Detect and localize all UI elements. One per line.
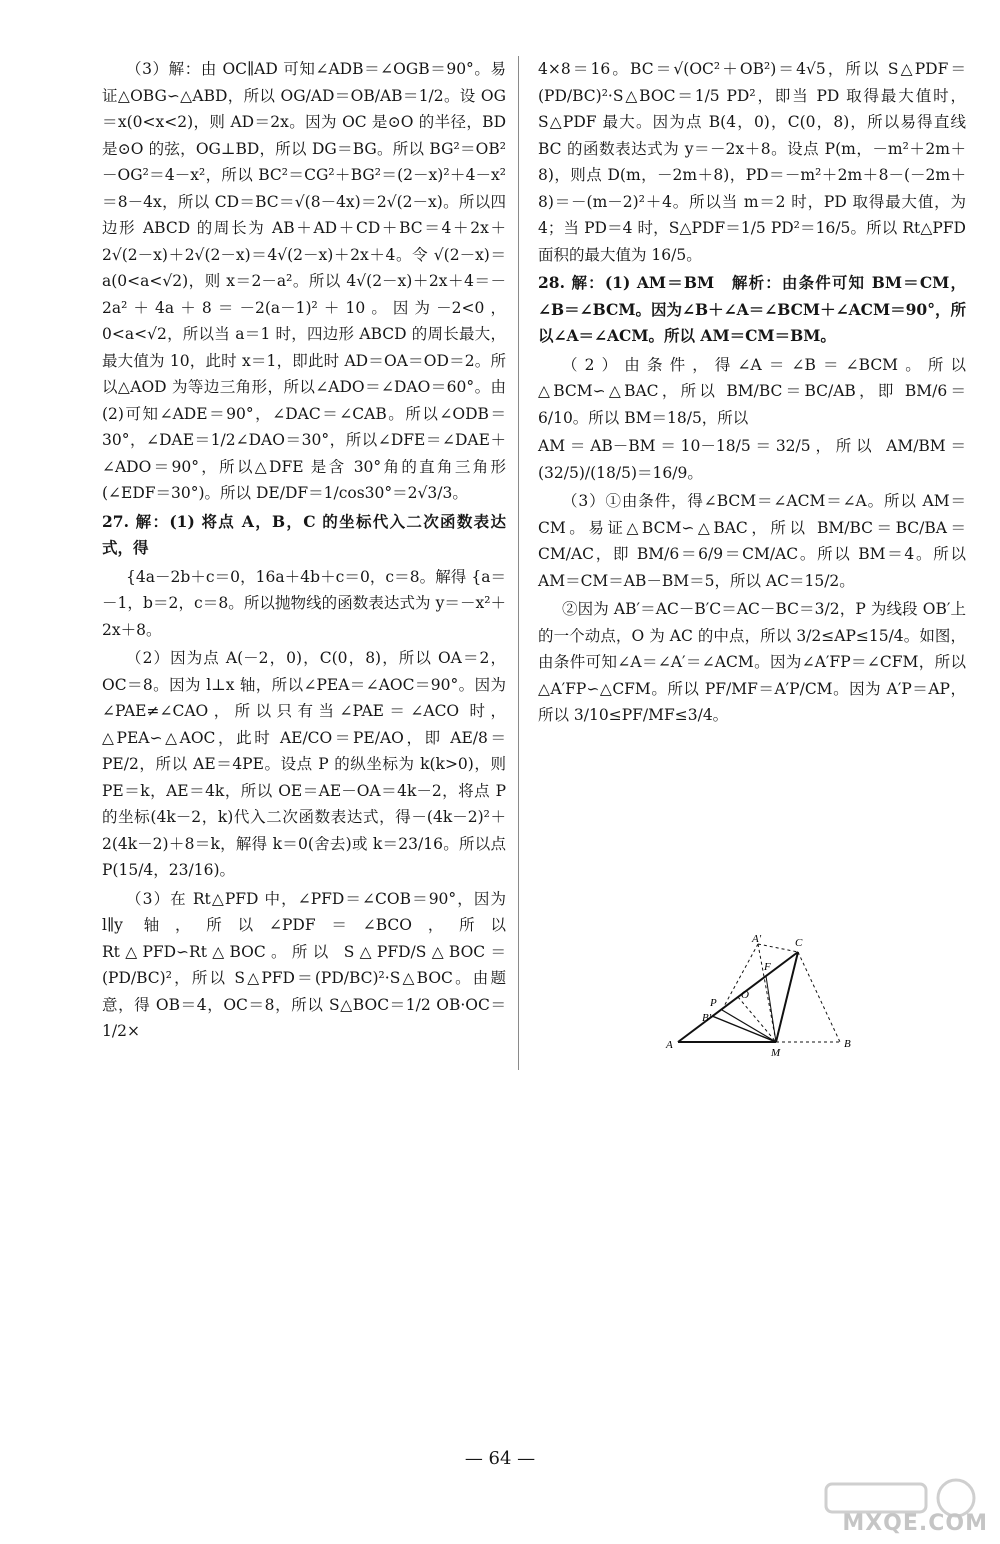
watermark-text: MXQE.COM [842, 1511, 988, 1536]
solution-28-part3-1: （3）①由条件，得∠BCM＝∠ACM＝∠A。所以 AM＝CM。易证△BCM∽△BAC，所以 BM/BC＝BC/BA＝CM/AC，即 BM/6＝6/9＝CM/AC。所以 BM＝4。所以 AM＝CM＝AB－BM＝5，所以 AC＝15/2。 [538, 492, 966, 590]
segment-AprimeP-dashed [722, 944, 758, 1010]
label-M: M [771, 1047, 781, 1059]
label-Bprime: B′ [702, 1012, 712, 1024]
right-column [538, 56, 966, 731]
label-C: C [795, 937, 803, 949]
segment-PM [722, 1010, 776, 1042]
label-F: F [764, 961, 771, 973]
page-number: — 64 — [464, 1448, 536, 1469]
label-A: A [666, 1039, 673, 1051]
label-B: B [844, 1038, 851, 1050]
solution-28-part2-result: AM＝AB－BM＝10－18/5＝32/5，所以 AM/BM＝(32/5)/(18/5)＝16/9。 [538, 437, 966, 482]
segment-AprimeM-dashed [758, 944, 776, 1042]
solution-28-part3-2: ②因为 AB′＝AC－B′C＝AC－BC＝3/2，P 为线段 OB′上的一个动点，O 为 AC 的中点，所以 3/2≤AP≤15/4。如图，由条件可知∠A＝∠A′＝∠ACM。因为∠A′FP＝∠CFM，所以△A′FP∽△CFM。所以 PF/MF＝A′P/CM。因为 A′P＝AP，所以 3/10≤PF/MF≤3/4。 [538, 600, 966, 724]
solution-27-part2: （2）因为点 A(－2，0)，C(0，8)，所以 OA＝2，OC＝8。因为 l⊥x 轴，所以∠PEA＝∠AOC＝90°。因为∠PAE≠∠CAO，所以只有当∠PAE＝∠ACO 时，△PEA∽△AOC，此时 AE/CO＝PE/AO，即 AE/8＝PE/2，所以 AE＝4PE。设点 P 的纵坐标为 k(k>0)，则 PE＝k，AE＝4k，所以 OE＝AE－OA＝4k－2，将点 P 的坐标(4k－2，k)代入二次函数表达式，得－(4k－2)²＋2(4k－2)＋8＝k，解得 k＝0(舍去)或 k＝23/16。所以点 P(15/4，23/16)。 [102, 649, 506, 879]
solution-26-part3: （3）解：由 OC∥AD 可知∠ADB＝∠OGB＝90°。易证△OBG∽△ABD，所以 OG/AD＝OB/AB＝1/2。设 OG＝x(0<x<2)，则 AD＝2x。因为 OC 是⊙O 的半径，BD 是⊙O 的弦，OG⊥BD，所以 DG＝BG。所以 BG²＝OB²－OG²＝4－x²，所以 BC²＝CG²＋BG²＝(2－x)²＋4－x²＝8－4x，所以 CD＝BC＝√(8－4x)＝2√(2－x)。所以四边形 ABCD 的周长为 AB＋AD＋CD＋BC＝4＋2x＋2√(2－x)＋2√(2－x)＝4√(2－x)＋2x＋4。令 √(2－x)＝a(0<a<√2)，则 x＝2－a²。所以 4√(2－x)＋2x＋4＝－2a²＋4a＋8＝－2(a－1)²＋10。因为－2<0，0<a<√2，所以当 a＝1 时，四边形 ABCD 的周长最大，最大值为 10，此时 x＝1，即此时 AD＝OA＝OD＝2。所以△AOD 为等边三角形，所以∠ADO＝∠DAO＝60°。由(2)可知∠ADE＝90°，∠DAC＝∠CAB。所以∠ODB＝30°，∠DAE＝1/2∠DAO＝30°，所以∠DFE＝∠DAE＋∠ADO＝90°，所以△DFE 是含 30°角的直角三角形(∠EDF＝30°)。所以 DE/DF＝1/cos30°＝2√3/3。 [102, 60, 506, 502]
label-O: O [741, 989, 749, 1001]
solution-27-part3-continued: 4×8＝16。BC＝√(OC²＋OB²)＝4√5，所以 S△PDF＝(PD/BC)²·S△BOC＝1/5 PD²，即当 PD 取得最大值时，S△PDF 最大。因为点 B(4，0)，C(0，8)，所以易得直线 BC 的函数表达式为 y＝－2x＋8。设点 P(m，－m²＋2m＋8)，则点 D(m，－2m＋8)，PD＝－m²＋2m＋8－(－2m＋8)＝－(m－2)²＋4。所以当 m＝2 时，PD 取得最大值，为 4；当 PD＝4 时，S△PDF＝1/5 PD²＝16/5。所以 Rt△PFD 面积的最大值为 16/5。 [538, 60, 966, 264]
column-divider [518, 56, 519, 1070]
label-Aprime: A′ [752, 933, 762, 945]
solution-27-equation-system: {4a－2b＋c＝0，16a＋4b＋c＝0，c＝8。解得 {a＝－1，b＝2，c＝8。所以抛物线的函数表达式为 y＝－x²＋2x＋8。 [102, 567, 506, 639]
segment-CB-dashed [798, 952, 840, 1042]
segment-FM [766, 976, 776, 1042]
solution-27-part3: （3）在 Rt△PFD 中，∠PFD＝∠COB＝90°，因为 l∥y 轴，所以∠PDF＝∠BCO，所以 Rt△PFD∽Rt△BOC。所以 S△PFD/S△BOC＝(PD/BC)²，所以 S△PFD＝(PD/BC)²·S△BOC。由题意，得 OB＝4，OC＝8，所以 S△BOC＝1/2 OB·OC＝1/2× [102, 889, 506, 1040]
label-P: P [710, 997, 717, 1009]
watermark-logo [808, 1476, 996, 1540]
segment-BprimeM [712, 1016, 776, 1042]
solution-27-part1-heading: 27. 解：(1) 将点 A，B，C 的坐标代入二次函数表达式，得 [102, 511, 506, 557]
left-column [102, 56, 506, 1047]
solution-28-part1: 28. 解：(1) AM＝BM 解析：由条件可知 BM＝CM，∠B＝∠BCM。因为∠B＋∠A＝∠BCM＋∠ACM＝90°，所以∠A＝∠ACM。所以 AM＝CM＝BM。 [538, 273, 966, 345]
solution-28-part2: （2）由条件，得∠A＝∠B＝∠BCM。所以△BCM∽△BAC，所以 BM/BC＝BC/AB，即 BM/6＝6/10。所以 BM＝18/5，所以 [538, 355, 966, 427]
segment-AprimeC-dashed [758, 944, 798, 952]
geometry-figure [664, 930, 864, 1060]
